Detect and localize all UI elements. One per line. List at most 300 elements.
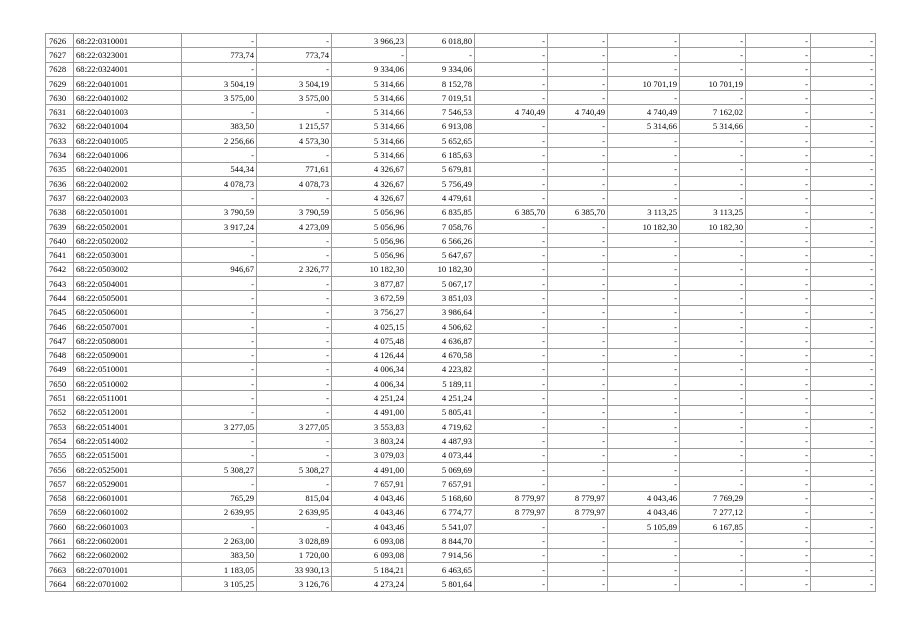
value-2-cell: 4 078,73 [257, 176, 332, 190]
value-9-cell: - [746, 205, 811, 219]
value-1-cell: - [182, 405, 257, 419]
value-8-cell: - [680, 548, 746, 562]
value-6-cell: - [548, 305, 608, 319]
value-1-cell: - [182, 277, 257, 291]
value-6-cell: - [548, 534, 608, 548]
value-6-cell: - [548, 248, 608, 262]
value-4-cell: 7 058,76 [407, 219, 475, 233]
value-1-cell: - [182, 477, 257, 491]
value-6-cell: 8 779,97 [548, 505, 608, 519]
value-4-cell: 5 805,41 [407, 405, 475, 419]
value-5-cell: - [475, 48, 548, 62]
value-6-cell: - [548, 219, 608, 233]
value-9-cell: - [746, 577, 811, 591]
value-9-cell: - [746, 534, 811, 548]
table-row [46, 277, 876, 291]
value-8-cell: - [680, 48, 746, 62]
value-10-cell: - [811, 377, 876, 391]
value-3-cell: 4 006,34 [332, 362, 407, 376]
value-3-cell: 4 043,46 [332, 505, 407, 519]
value-10-cell: - [811, 162, 876, 176]
value-1-cell: 3 105,25 [182, 577, 257, 591]
value-2-cell: - [257, 434, 332, 448]
value-8-cell: 3 113,25 [680, 205, 746, 219]
value-2-cell: - [257, 520, 332, 534]
value-5-cell: - [475, 462, 548, 476]
row-number-cell: 7642 [46, 262, 74, 276]
value-9-cell: - [746, 105, 811, 119]
value-9-cell: - [746, 377, 811, 391]
value-10-cell: - [811, 577, 876, 591]
value-7-cell: - [608, 248, 680, 262]
value-4-cell: 5 756,49 [407, 176, 475, 190]
value-9-cell: - [746, 119, 811, 133]
value-6-cell: - [548, 334, 608, 348]
value-8-cell: - [680, 162, 746, 176]
value-6-cell: - [548, 562, 608, 576]
value-10-cell: - [811, 191, 876, 205]
value-1-cell: 765,29 [182, 491, 257, 505]
value-6-cell: - [548, 448, 608, 462]
value-4-cell: 8 844,70 [407, 534, 475, 548]
table-row [46, 548, 876, 562]
value-3-cell: 4 326,67 [332, 176, 407, 190]
value-8-cell: - [680, 405, 746, 419]
value-6-cell: - [548, 191, 608, 205]
row-number-cell: 7659 [46, 505, 74, 519]
value-7-cell: - [608, 162, 680, 176]
table-row [46, 362, 876, 376]
cadastral-code-cell: 68:22:0601001 [74, 491, 182, 505]
cadastral-code-cell: 68:22:0511001 [74, 391, 182, 405]
value-5-cell: 6 385,70 [475, 205, 548, 219]
value-4-cell: 5 168,60 [407, 491, 475, 505]
cadastral-code-cell: 68:22:0323001 [74, 48, 182, 62]
value-5-cell: - [475, 34, 548, 48]
row-number-cell: 7648 [46, 348, 74, 362]
value-6-cell: - [548, 34, 608, 48]
value-10-cell: - [811, 205, 876, 219]
table-row [46, 91, 876, 105]
value-6-cell: 6 385,70 [548, 205, 608, 219]
value-3-cell: 5 314,66 [332, 76, 407, 90]
value-2-cell: 815,04 [257, 491, 332, 505]
value-2-cell: 33 930,13 [257, 562, 332, 576]
value-5-cell: - [475, 76, 548, 90]
value-4-cell: 7 019,51 [407, 91, 475, 105]
value-9-cell: - [746, 491, 811, 505]
value-9-cell: - [746, 34, 811, 48]
value-7-cell: - [608, 291, 680, 305]
value-7-cell: - [608, 319, 680, 333]
value-5-cell: 4 740,49 [475, 105, 548, 119]
value-7-cell: - [608, 134, 680, 148]
cadastral-code-cell: 68:22:0602001 [74, 534, 182, 548]
value-10-cell: - [811, 548, 876, 562]
row-number-cell: 7639 [46, 219, 74, 233]
table-row [46, 405, 876, 419]
value-5-cell: - [475, 119, 548, 133]
value-9-cell: - [746, 348, 811, 362]
value-8-cell: - [680, 348, 746, 362]
value-1-cell: 946,67 [182, 262, 257, 276]
value-1-cell: - [182, 234, 257, 248]
table-row [46, 334, 876, 348]
value-3-cell: 10 182,30 [332, 262, 407, 276]
value-2-cell: - [257, 377, 332, 391]
value-6-cell: - [548, 277, 608, 291]
value-2-cell: - [257, 405, 332, 419]
value-2-cell: - [257, 391, 332, 405]
table-row [46, 62, 876, 76]
value-4-cell: 3 986,64 [407, 305, 475, 319]
row-number-cell: 7653 [46, 420, 74, 434]
table-row [46, 262, 876, 276]
cadastral-code-cell: 68:22:0503001 [74, 248, 182, 262]
value-1-cell: - [182, 191, 257, 205]
value-8-cell: - [680, 134, 746, 148]
table-row [46, 205, 876, 219]
value-10-cell: - [811, 477, 876, 491]
value-2-cell: - [257, 448, 332, 462]
value-5-cell: - [475, 520, 548, 534]
value-10-cell: - [811, 505, 876, 519]
value-8-cell: 5 314,66 [680, 119, 746, 133]
value-1-cell: 773,74 [182, 48, 257, 62]
value-9-cell: - [746, 505, 811, 519]
value-6-cell: - [548, 548, 608, 562]
value-4-cell: 5 652,65 [407, 134, 475, 148]
value-9-cell: - [746, 434, 811, 448]
cadastral-code-cell: 68:22:0310001 [74, 34, 182, 48]
value-5-cell: - [475, 291, 548, 305]
table-row [46, 234, 876, 248]
row-number-cell: 7650 [46, 377, 74, 391]
value-10-cell: - [811, 305, 876, 319]
value-3-cell: 4 075,48 [332, 334, 407, 348]
value-2-cell: - [257, 305, 332, 319]
value-8-cell: 7 162,02 [680, 105, 746, 119]
value-6-cell: - [548, 520, 608, 534]
value-1-cell: - [182, 105, 257, 119]
value-7-cell: - [608, 548, 680, 562]
value-1-cell: 1 183,05 [182, 562, 257, 576]
value-2-cell: - [257, 291, 332, 305]
cadastral-code-cell: 68:22:0508001 [74, 334, 182, 348]
value-9-cell: - [746, 477, 811, 491]
value-6-cell: - [548, 48, 608, 62]
value-2-cell: - [257, 34, 332, 48]
table-row [46, 305, 876, 319]
value-2-cell: - [257, 362, 332, 376]
cadastral-code-cell: 68:22:0402003 [74, 191, 182, 205]
cadastral-code-cell: 68:22:0601002 [74, 505, 182, 519]
value-6-cell: - [548, 405, 608, 419]
value-2-cell: 4 273,09 [257, 219, 332, 233]
value-9-cell: - [746, 319, 811, 333]
value-10-cell: - [811, 405, 876, 419]
value-10-cell: - [811, 105, 876, 119]
value-2-cell: - [257, 334, 332, 348]
value-2-cell: 771,61 [257, 162, 332, 176]
value-4-cell: 3 851,03 [407, 291, 475, 305]
value-3-cell: 3 803,24 [332, 434, 407, 448]
table-row [46, 291, 876, 305]
value-8-cell: - [680, 262, 746, 276]
value-9-cell: - [746, 76, 811, 90]
cadastral-code-cell: 68:22:0402002 [74, 176, 182, 190]
value-5-cell: 8 779,97 [475, 505, 548, 519]
value-1-cell: 544,34 [182, 162, 257, 176]
table-row [46, 434, 876, 448]
cadastral-code-cell: 68:22:0504001 [74, 277, 182, 291]
cadastral-code-cell: 68:22:0529001 [74, 477, 182, 491]
value-8-cell: - [680, 176, 746, 190]
cadastral-code-cell: 68:22:0525001 [74, 462, 182, 476]
value-8-cell: - [680, 148, 746, 162]
row-number-cell: 7632 [46, 119, 74, 133]
value-8-cell: - [680, 34, 746, 48]
value-1-cell: 2 639,95 [182, 505, 257, 519]
row-number-cell: 7647 [46, 334, 74, 348]
value-1-cell: 2 256,66 [182, 134, 257, 148]
cadastral-code-cell: 68:22:0510001 [74, 362, 182, 376]
value-7-cell: 10 701,19 [608, 76, 680, 90]
value-3-cell: 6 093,08 [332, 548, 407, 562]
value-6-cell: - [548, 291, 608, 305]
row-number-cell: 7627 [46, 48, 74, 62]
value-9-cell: - [746, 48, 811, 62]
value-4-cell: 4 636,87 [407, 334, 475, 348]
row-number-cell: 7654 [46, 434, 74, 448]
value-3-cell: 4 326,67 [332, 191, 407, 205]
value-4-cell: 4 487,93 [407, 434, 475, 448]
value-1-cell: 5 308,27 [182, 462, 257, 476]
value-10-cell: - [811, 448, 876, 462]
table-row [46, 76, 876, 90]
table-row [46, 162, 876, 176]
value-6-cell: - [548, 477, 608, 491]
value-1-cell: 3 790,59 [182, 205, 257, 219]
value-10-cell: - [811, 119, 876, 133]
value-1-cell: - [182, 348, 257, 362]
value-7-cell: - [608, 234, 680, 248]
value-8-cell: - [680, 462, 746, 476]
value-1-cell: - [182, 362, 257, 376]
value-7-cell: 10 182,30 [608, 219, 680, 233]
value-3-cell: 3 877,87 [332, 277, 407, 291]
value-8-cell: - [680, 334, 746, 348]
value-3-cell: 5 056,96 [332, 234, 407, 248]
value-1-cell: 383,50 [182, 548, 257, 562]
value-3-cell: 4 273,24 [332, 577, 407, 591]
value-9-cell: - [746, 148, 811, 162]
value-7-cell: - [608, 91, 680, 105]
value-9-cell: - [746, 362, 811, 376]
value-5-cell: - [475, 134, 548, 148]
value-9-cell: - [746, 134, 811, 148]
table-row [46, 534, 876, 548]
value-10-cell: - [811, 391, 876, 405]
value-10-cell: - [811, 262, 876, 276]
table-body [46, 34, 876, 592]
value-6-cell: - [548, 162, 608, 176]
value-1-cell: - [182, 377, 257, 391]
value-7-cell: - [608, 377, 680, 391]
row-number-cell: 7660 [46, 520, 74, 534]
value-10-cell: - [811, 491, 876, 505]
value-5-cell: - [475, 234, 548, 248]
value-8-cell: - [680, 191, 746, 205]
value-4-cell: - [407, 48, 475, 62]
table-row [46, 134, 876, 148]
cadastral-code-cell: 68:22:0514001 [74, 420, 182, 434]
value-9-cell: - [746, 62, 811, 76]
value-1-cell: - [182, 319, 257, 333]
row-number-cell: 7636 [46, 176, 74, 190]
value-3-cell: 4 025,15 [332, 319, 407, 333]
value-9-cell: - [746, 548, 811, 562]
value-8-cell: - [680, 277, 746, 291]
row-number-cell: 7645 [46, 305, 74, 319]
value-7-cell: 4 043,46 [608, 505, 680, 519]
table-row [46, 219, 876, 233]
value-2-cell: 3 575,00 [257, 91, 332, 105]
value-6-cell: - [548, 176, 608, 190]
value-9-cell: - [746, 91, 811, 105]
value-2-cell: 3 028,89 [257, 534, 332, 548]
table-row [46, 248, 876, 262]
value-7-cell: 5 105,89 [608, 520, 680, 534]
cadastral-code-cell: 68:22:0502001 [74, 219, 182, 233]
row-number-cell: 7649 [46, 362, 74, 376]
value-8-cell: - [680, 248, 746, 262]
value-10-cell: - [811, 520, 876, 534]
table-row [46, 505, 876, 519]
value-3-cell: 6 093,08 [332, 534, 407, 548]
table-row [46, 191, 876, 205]
cadastral-code-cell: 68:22:0512001 [74, 405, 182, 419]
value-4-cell: 7 914,56 [407, 548, 475, 562]
value-4-cell: 4 670,58 [407, 348, 475, 362]
value-4-cell: 6 185,63 [407, 148, 475, 162]
value-6-cell: - [548, 134, 608, 148]
value-9-cell: - [746, 391, 811, 405]
value-10-cell: - [811, 291, 876, 305]
value-3-cell: 5 314,66 [332, 148, 407, 162]
table-row [46, 520, 876, 534]
table-row [46, 105, 876, 119]
value-3-cell: 5 056,96 [332, 219, 407, 233]
value-4-cell: 7 546,53 [407, 105, 475, 119]
cadastral-code-cell: 68:22:0401004 [74, 119, 182, 133]
table-row [46, 319, 876, 333]
value-3-cell: 4 006,34 [332, 377, 407, 391]
value-3-cell: 3 079,03 [332, 448, 407, 462]
value-4-cell: 9 334,06 [407, 62, 475, 76]
cadastral-code-cell: 68:22:0506001 [74, 305, 182, 319]
row-number-cell: 7633 [46, 134, 74, 148]
value-4-cell: 5 541,07 [407, 520, 475, 534]
table-row [46, 34, 876, 48]
value-7-cell: 4 043,46 [608, 491, 680, 505]
value-7-cell: - [608, 334, 680, 348]
value-2-cell: 4 573,30 [257, 134, 332, 148]
cadastral-code-cell: 68:22:0601003 [74, 520, 182, 534]
value-10-cell: - [811, 420, 876, 434]
table-row [46, 420, 876, 434]
table-row [46, 477, 876, 491]
value-8-cell: - [680, 420, 746, 434]
row-number-cell: 7635 [46, 162, 74, 176]
value-7-cell: - [608, 562, 680, 576]
value-8-cell: - [680, 577, 746, 591]
value-9-cell: - [746, 262, 811, 276]
value-5-cell: - [475, 248, 548, 262]
value-6-cell: - [548, 362, 608, 376]
value-8-cell: - [680, 305, 746, 319]
value-7-cell: 4 740,49 [608, 105, 680, 119]
value-4-cell: 5 067,17 [407, 277, 475, 291]
value-8-cell: - [680, 434, 746, 448]
value-9-cell: - [746, 248, 811, 262]
cadastral-code-cell: 68:22:0701001 [74, 562, 182, 576]
value-6-cell: - [548, 434, 608, 448]
value-9-cell: - [746, 448, 811, 462]
value-4-cell: 4 073,44 [407, 448, 475, 462]
table-row [46, 448, 876, 462]
value-3-cell: 5 314,66 [332, 134, 407, 148]
value-6-cell: - [548, 577, 608, 591]
value-9-cell: - [746, 277, 811, 291]
cadastral-code-cell: 68:22:0401001 [74, 76, 182, 90]
row-number-cell: 7655 [46, 448, 74, 462]
value-5-cell: - [475, 148, 548, 162]
value-1-cell: - [182, 291, 257, 305]
value-4-cell: 5 801,64 [407, 577, 475, 591]
value-4-cell: 7 657,91 [407, 477, 475, 491]
value-2-cell: 1 215,57 [257, 119, 332, 133]
value-7-cell: - [608, 176, 680, 190]
cadastral-code-cell: 68:22:0502002 [74, 234, 182, 248]
value-7-cell: - [608, 305, 680, 319]
value-7-cell: - [608, 477, 680, 491]
table-row [46, 48, 876, 62]
value-4-cell: 4 719,62 [407, 420, 475, 434]
value-8-cell: - [680, 448, 746, 462]
value-1-cell: 383,50 [182, 119, 257, 133]
value-5-cell: - [475, 348, 548, 362]
value-5-cell: - [475, 277, 548, 291]
value-10-cell: - [811, 91, 876, 105]
value-2-cell: - [257, 148, 332, 162]
value-7-cell: - [608, 62, 680, 76]
value-5-cell: - [475, 305, 548, 319]
data-table [45, 33, 876, 592]
value-5-cell: - [475, 191, 548, 205]
table-row [46, 176, 876, 190]
value-2-cell: 773,74 [257, 48, 332, 62]
value-3-cell: 4 326,67 [332, 162, 407, 176]
row-number-cell: 7643 [46, 277, 74, 291]
value-10-cell: - [811, 248, 876, 262]
value-2-cell: - [257, 248, 332, 262]
value-3-cell: 4 491,00 [332, 405, 407, 419]
cadastral-code-cell: 68:22:0324001 [74, 62, 182, 76]
cadastral-code-cell: 68:22:0514002 [74, 434, 182, 448]
value-1-cell: - [182, 248, 257, 262]
value-3-cell: 5 056,96 [332, 248, 407, 262]
